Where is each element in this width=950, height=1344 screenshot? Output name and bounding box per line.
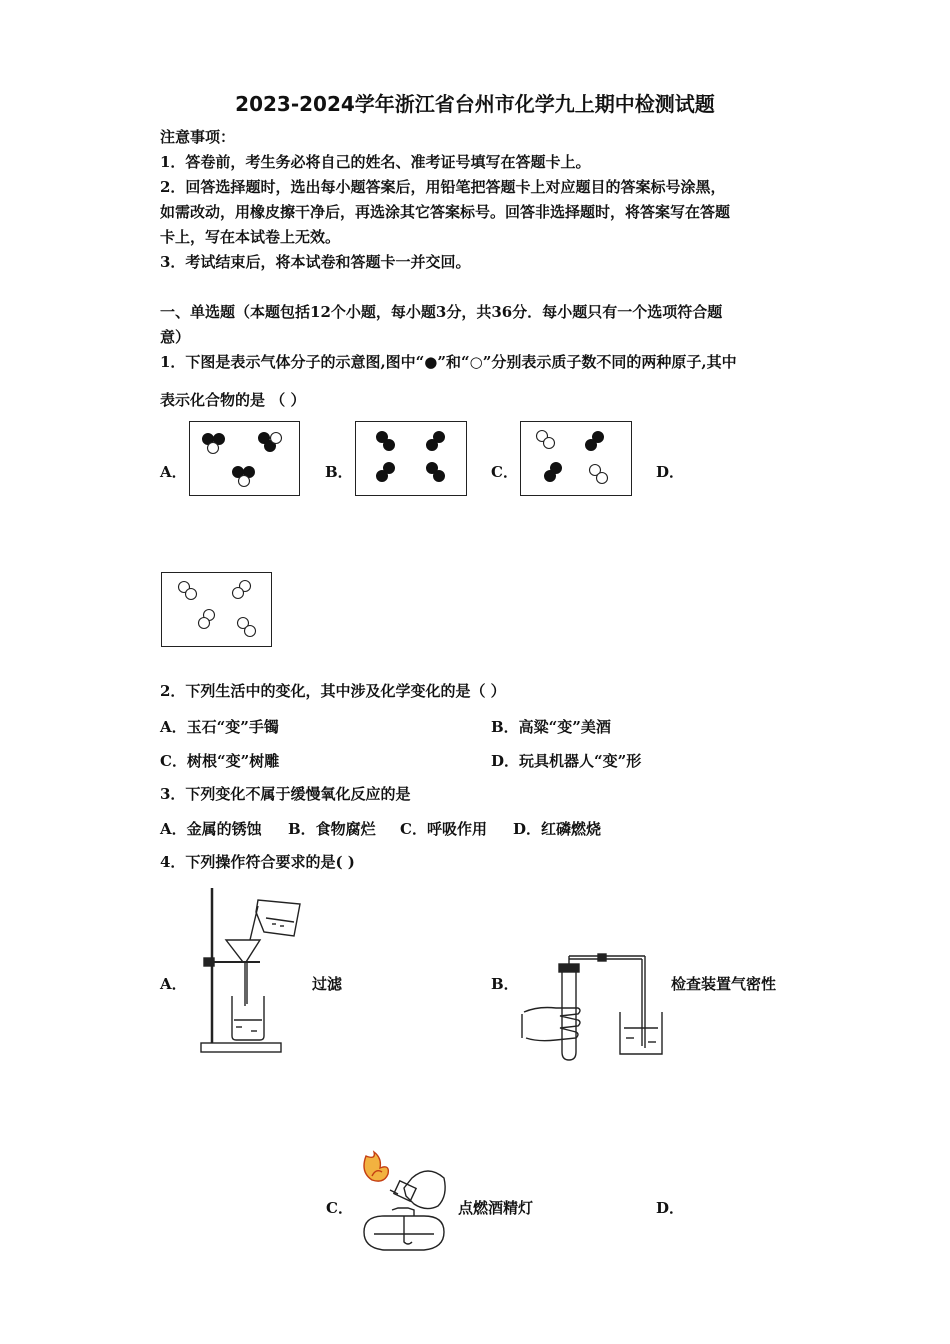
notice-item: 3．考试结束后，将本试卷和答题卡一并交回。 [160,253,471,271]
q3-option-c[interactable]: C．呼吸作用 [400,820,487,838]
q3-option-d[interactable]: D．红磷燃烧 [513,820,602,838]
notice-item: 如需改动，用橡皮擦干净后，再选涂其它答案标号。回答非选择题时，将答案写在答题 [160,203,731,221]
q1-option-c-label[interactable]: C． [491,463,518,481]
question-1-stem-cont: 表示化合物的是 （ ） [160,391,306,409]
q1-option-b-label[interactable]: B． [325,463,353,481]
molecule-diagram-a [189,421,300,496]
airtightness-check-illustration [520,950,670,1062]
q4-option-c-label[interactable]: C． [326,1199,353,1217]
q4-option-d-label[interactable]: D． [656,1199,685,1217]
molecule-diagram-c [520,421,632,496]
question-2-stem: 2．下列生活中的变化，其中涉及化学变化的是（ ） [160,682,506,700]
q2-option-c[interactable]: C．树根“变”树雕 [160,752,280,770]
notice-item: 1．答卷前，考生务必将自己的姓名、准考证号填写在答题卡上。 [160,153,591,171]
question-1-stem: 1．下图是表示气体分子的示意图,图中“●”和“○”分别表示质子数不同的两种原子,其中 [160,353,737,371]
q2-option-b[interactable]: B．高粱“变”美酒 [491,718,611,736]
q4-caption-a: 过滤 [312,975,343,993]
alcohol-lamp-lighting-illustration [354,1150,454,1254]
q4-option-b-label[interactable]: B． [491,975,519,993]
section-heading: 一、单选题（本题包括12个小题，每小题3分，共36分．每小题只有一个选项符合题 [160,303,723,321]
q1-option-d-label[interactable]: D． [656,463,685,481]
page-title: 2023-2024学年浙江省台州市化学九上期中检测试题 [235,92,715,116]
q3-option-b[interactable]: B．食物腐烂 [288,820,376,838]
molecule-diagram-d [161,572,272,647]
q2-option-a[interactable]: A．玉石“变”手镯 [160,718,279,736]
section-heading-cont: 意） [160,328,191,346]
q4-caption-b: 检查装置气密性 [671,975,777,993]
notice-item: 卡上，写在本试卷上无效。 [160,228,341,246]
filtration-apparatus-illustration [196,884,308,1056]
question-3-stem: 3．下列变化不属于缓慢氧化反应的是 [160,785,411,803]
molecule-diagram-b [355,421,467,496]
q4-caption-c: 点燃酒精灯 [458,1199,534,1217]
q4-option-a-label[interactable]: A． [160,975,187,993]
q2-option-d[interactable]: D．玩具机器人“变”形 [491,752,642,770]
notice-item: 2．回答选择题时，选出每小题答案后，用铅笔把答题卡上对应题目的答案标号涂黑， [160,178,726,196]
q3-option-a[interactable]: A．金属的锈蚀 [160,820,262,838]
question-4-stem: 4．下列操作符合要求的是( ) [160,853,355,871]
q1-option-a-label[interactable]: A． [160,463,187,481]
notice-heading: 注意事项： [160,128,236,146]
